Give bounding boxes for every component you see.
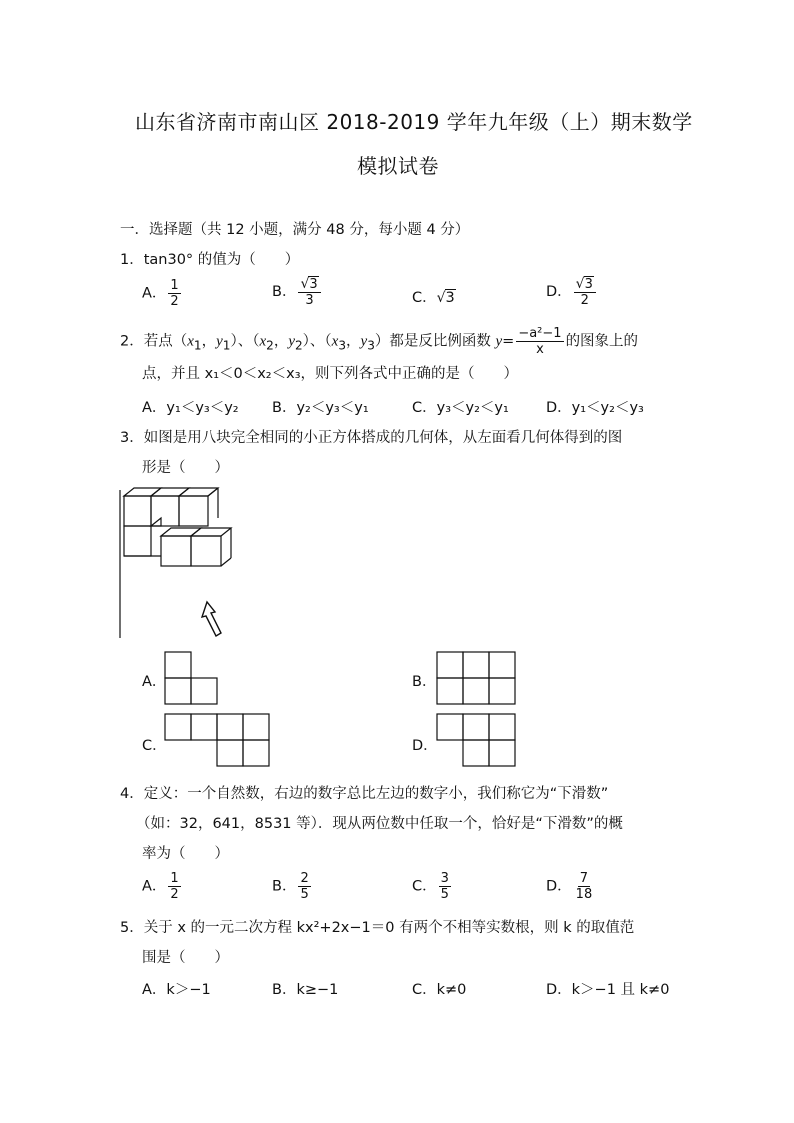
q2-text: ）、（ <box>302 333 332 350</box>
q4-d-den: 18 <box>575 887 593 902</box>
q1-stem: 1．tan30° 的值为（ ） <box>120 252 300 268</box>
q1-option-c: C．√3 <box>412 290 455 306</box>
page-title: 山东省济南市南山区 2018-2019 学年九年级（上）期末数学 <box>135 110 693 134</box>
q4-option-d <box>546 871 596 902</box>
q5-line1: 5．关于 x 的一元二次方程 kx²+2x−1＝0 有两个不相等实数根，则 k 的取值范 <box>120 920 635 936</box>
q4-c-den: 5 <box>440 887 449 902</box>
q2-var: y <box>495 333 503 350</box>
q2-text: 2．若点（ <box>120 333 188 350</box>
q2-text: ， <box>346 333 361 350</box>
q5-line2: 围是（ ） <box>142 950 229 966</box>
q2-sub: 3 <box>338 338 347 353</box>
q3-option-d: D． <box>412 738 438 754</box>
q4-d-num: 7 <box>579 871 589 886</box>
q4-a-den: 2 <box>170 887 179 902</box>
q3-option-c: C． <box>142 738 167 754</box>
q1-c-rad: 3 <box>445 290 455 306</box>
q4-c-num: 3 <box>440 871 449 886</box>
q2-option-c: C．y₃＜y₂＜y₁ <box>412 400 509 416</box>
q2-line1 <box>120 326 638 357</box>
q4-b-label: B． <box>272 878 297 895</box>
q1-b-label: B． <box>272 284 297 300</box>
q3-option-d-figure <box>434 712 520 770</box>
q3-line1: 3．如图是用八块完全相同的小正方体搭成的几何体，从左面看几何体得到的图 <box>120 430 623 446</box>
q4-c-label: C． <box>412 878 437 895</box>
q2-text: ， <box>201 333 217 350</box>
q4-option-c <box>412 871 453 902</box>
q2-text: ）都是反比例函数 <box>374 333 496 350</box>
q2-var: x <box>259 333 267 350</box>
q3-option-c-figure <box>162 712 274 770</box>
q5-option-c: C．k≠0 <box>412 982 467 998</box>
q4-line3: 率为（ ） <box>142 846 229 862</box>
q1-d-den: 2 <box>580 293 589 308</box>
q2-var: x <box>331 333 339 350</box>
q2-frac-den: x <box>536 342 544 357</box>
q4-d-label: D． <box>546 878 572 895</box>
q2-fraction <box>516 326 563 357</box>
q1-d-label: D． <box>546 284 572 300</box>
q2-sub: 1 <box>222 338 231 353</box>
q2-text: ）、（ <box>230 333 260 350</box>
q2-option-a: A．y₁＜y₃＜y₂ <box>142 400 239 416</box>
q4-a-num: 1 <box>170 871 179 886</box>
q1-b-den: 3 <box>305 293 314 308</box>
q5-option-a: A．k＞−1 <box>142 982 211 998</box>
q2-var: y <box>288 333 295 350</box>
q2-text: 的图象上的 <box>565 333 639 350</box>
q1-a-label: A． <box>142 285 167 302</box>
q1-d-rad: 3 <box>584 277 593 292</box>
q2-sub: 3 <box>367 338 375 353</box>
q5-option-b: B．k≥−1 <box>272 982 339 998</box>
q4-b-den: 5 <box>300 887 309 902</box>
q4-b-num: 2 <box>300 871 309 886</box>
q1-a-num: 1 <box>170 278 179 293</box>
q4-line2: （如：32，641，8531 等）．现从两位数中任取一个，恰好是“下滑数”的概 <box>136 816 623 832</box>
q2-sub: 1 <box>193 338 202 353</box>
q3-solid-figure <box>112 484 242 640</box>
q2-line2: 点，并且 x₁＜0＜x₂＜x₃，则下列各式中正确的是（ ） <box>142 366 519 382</box>
q3-option-b: B． <box>412 674 437 690</box>
q1-b-rad: 3 <box>309 277 318 292</box>
q3-option-b-figure <box>434 650 520 708</box>
q5-option-d: D．k＞−1 且 k≠0 <box>546 982 670 998</box>
q3-line2: 形是（ ） <box>142 460 229 476</box>
q1-c-label: C． <box>412 290 437 306</box>
q1-option-b: B． $\frac{√3}{3}$ <box>272 276 323 308</box>
q2-sub: 2 <box>266 338 274 353</box>
q1-a-den: 2 <box>170 294 179 309</box>
q4-option-b <box>272 871 313 902</box>
q1-option-a <box>142 278 183 309</box>
page-subtitle: 模拟试卷 <box>357 154 439 178</box>
q2-text: = <box>502 333 515 350</box>
q4-option-a <box>142 871 183 902</box>
q4-a-label: A． <box>142 878 167 895</box>
q2-var: x <box>187 333 194 350</box>
q2-frac-num: −a²−1 <box>518 326 562 341</box>
q2-var: y <box>360 333 368 350</box>
q3-option-a-figure <box>162 650 222 708</box>
q1-option-d: D． $\frac{√3}{2}$ <box>546 276 598 308</box>
q2-var: y <box>216 333 223 350</box>
q3-option-a: A． <box>142 674 167 690</box>
section-heading: 一．选择题（共 12 小题，满分 48 分，每小题 4 分） <box>120 222 470 238</box>
q2-option-b: B．y₂＜y₃＜y₁ <box>272 400 369 416</box>
q2-sub: 2 <box>294 338 303 353</box>
q2-text: ， <box>273 333 289 350</box>
q2-option-d: D．y₁＜y₂＜y₃ <box>546 400 644 416</box>
q4-line1: 4．定义：一个自然数，右边的数字总比左边的数字小，我们称它为“下滑数” <box>120 786 609 802</box>
